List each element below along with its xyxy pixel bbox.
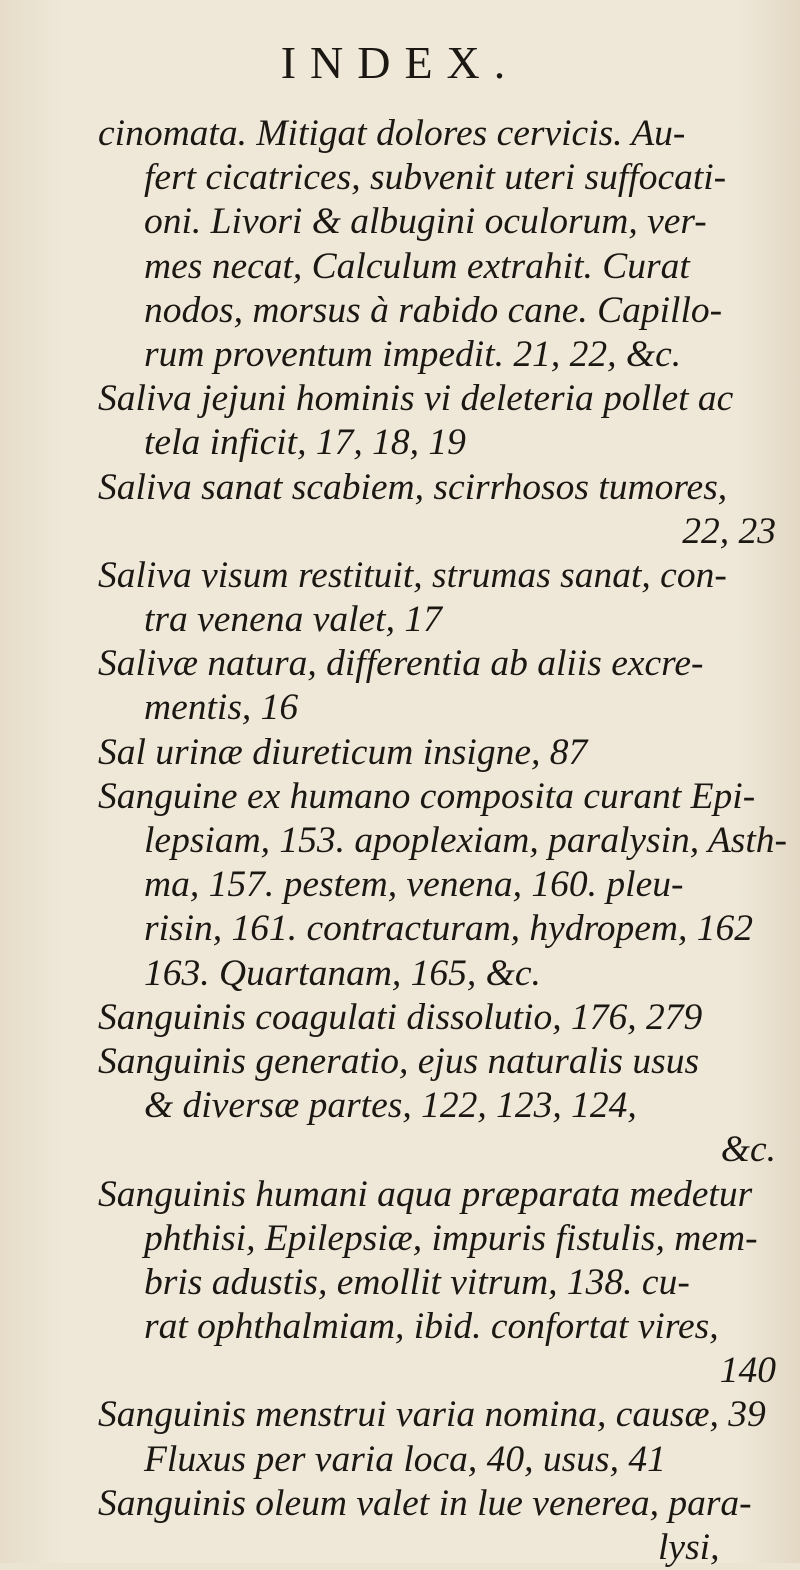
index-line: 163. Quartanam, 165, &c. xyxy=(144,952,541,994)
index-text xyxy=(98,112,788,1570)
index-line: 140 xyxy=(719,1350,776,1392)
index-line: phthisi, Epilepsiæ, impuris fistulis, mem- xyxy=(144,1217,758,1259)
index-line: &c. xyxy=(720,1129,776,1171)
index-line: tela inficit, 17, 18, 19 xyxy=(144,422,466,464)
index-line: Sanguinis oleum valet in lue venerea, para- xyxy=(98,1482,752,1524)
index-line: cinomata. Mitigat dolores cervicis. Au- xyxy=(98,113,686,154)
index-line: mes necat, Calculum extrahit. Curat xyxy=(144,245,690,287)
page-header: INDEX. xyxy=(280,37,520,88)
index-line: Sanguinis humani aqua præparata medetur xyxy=(98,1173,753,1215)
index-line: tra venena valet, 17 xyxy=(144,599,442,641)
index-line: bris adustis, emollit vitrum, 138. cu- xyxy=(144,1261,690,1303)
index-line: rum proventum impedit. 21, 22, &c. xyxy=(144,333,682,375)
index-line: Sanguinis generatio, ejus naturalis usus xyxy=(98,1040,700,1082)
index-line: Saliva jejuni hominis vi deleteria pollet ac xyxy=(98,378,734,420)
index-line: lysi, xyxy=(658,1527,720,1568)
index-line: lepsiam, 153. apoplexiam, paralysin, Asth- xyxy=(144,820,788,861)
index-line: Sanguinis coagulati dissolutio, 176, 279 xyxy=(98,996,703,1038)
index-line: rat ophthalmiam, ibid. confortat vires, xyxy=(144,1306,719,1348)
index-line: nodos, morsus à rabido cane. Capillo- xyxy=(144,289,723,331)
index-line: Fluxus per varia loca, 40, usus, 41 xyxy=(144,1438,666,1480)
index-line: 22, 23 xyxy=(682,510,776,552)
index-line: risin, 161. contracturam, hydropem, 162 xyxy=(144,908,753,950)
index-line: Sal urinæ diureticum insigne, 87 xyxy=(98,731,588,773)
index-line: mentis, 16 xyxy=(144,687,299,729)
index-line: Sanguine ex humano composita curant Epi- xyxy=(98,775,756,817)
index-line: Saliva visum restituit, strumas sanat, con- xyxy=(98,554,727,596)
index-line: fert cicatrices, subvenit uteri suffocati- xyxy=(144,157,727,199)
index-line: Sanguinis menstrui varia nomina, causæ, 39 xyxy=(98,1394,766,1436)
index-line: Salivæ natura, differentia ab aliis excre- xyxy=(98,643,704,685)
index-line: oni. Livori & albugini oculorum, ver- xyxy=(144,201,707,243)
index-line: & diversæ partes, 122, 123, 124, xyxy=(144,1085,637,1127)
index-line: Saliva sanat scabiem, scirrhosos tumores, xyxy=(98,466,728,508)
index-line: ma, 157. pestem, venena, 160. pleu- xyxy=(144,864,684,906)
